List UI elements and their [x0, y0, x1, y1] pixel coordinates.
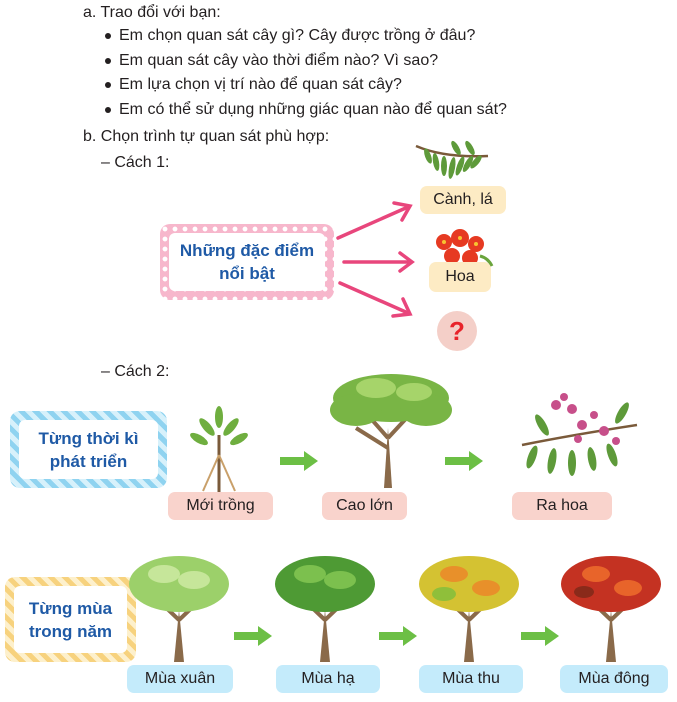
spring-label: Mùa xuân	[127, 665, 233, 693]
growth-stages-label-line1: Từng thời kì	[38, 428, 139, 448]
seasons-frame	[5, 577, 136, 662]
seasons-label-line1: Từng mùa	[28, 598, 113, 618]
bullet-item: Em lựa chọn vị trí nào để quan sát cây?	[103, 75, 507, 100]
arrow-right-icon	[280, 451, 320, 471]
summer-label: Mùa hạ	[276, 665, 380, 693]
branch-leaf-label: Cành, lá	[420, 186, 506, 214]
summer-tree-icon	[270, 550, 380, 665]
spring-tree-icon	[124, 550, 234, 665]
arrow-to-branch	[338, 207, 408, 238]
stage-flowering-label: Ra hoa	[512, 492, 612, 520]
stage-newly-planted-label: Mới trồng	[168, 492, 273, 520]
arrow-right-icon	[521, 626, 561, 646]
growth-stages-label-line2: phát triển	[49, 451, 128, 471]
method-1-center-frame	[160, 224, 334, 300]
grown-tree-icon	[326, 368, 456, 490]
arrow-to-question	[340, 283, 408, 313]
flower-label: Hoa	[429, 262, 491, 292]
seasons-label-line2: trong năm	[28, 621, 113, 641]
sapling-icon	[185, 405, 255, 495]
arrow-right-icon	[234, 626, 274, 646]
growth-stages-frame	[10, 411, 167, 488]
bullet-item: Em chọn quan sát cây gì? Cây được trồng ở đâu?	[103, 26, 507, 51]
branch-leaf-icon	[414, 140, 494, 188]
method-2-label: – Cách 2:	[101, 363, 170, 380]
flowering-branch-icon	[512, 385, 642, 490]
part-b-heading: b. Chọn trình tự quan sát phù hợp:	[83, 128, 330, 145]
part-a-bullet-list	[103, 26, 507, 124]
bullet-item: Em quan sát cây vào thời điểm nào? Vì sao?	[103, 51, 507, 76]
stage-grown-label: Cao lớn	[322, 492, 407, 520]
method-1-label: – Cách 1:	[101, 154, 170, 171]
question-mark-icon: ?	[449, 315, 465, 346]
method-1-center-label-line2: nổi bật	[219, 264, 275, 283]
method-1-arrows	[330, 195, 430, 325]
question-circle	[437, 311, 477, 351]
bullet-item: Em có thể sử dụng những giác quan nào để quan sát?	[103, 100, 507, 125]
winter-tree-icon	[556, 550, 666, 665]
arrow-right-icon	[445, 451, 485, 471]
arrow-right-icon	[379, 626, 419, 646]
method-1-center-label-line1: Những đặc điểm	[179, 241, 315, 260]
autumn-tree-icon	[414, 550, 524, 665]
autumn-label: Mùa thu	[419, 665, 523, 693]
part-a-heading: a. Trao đổi với bạn:	[83, 4, 221, 21]
winter-label: Mùa đông	[560, 665, 668, 693]
